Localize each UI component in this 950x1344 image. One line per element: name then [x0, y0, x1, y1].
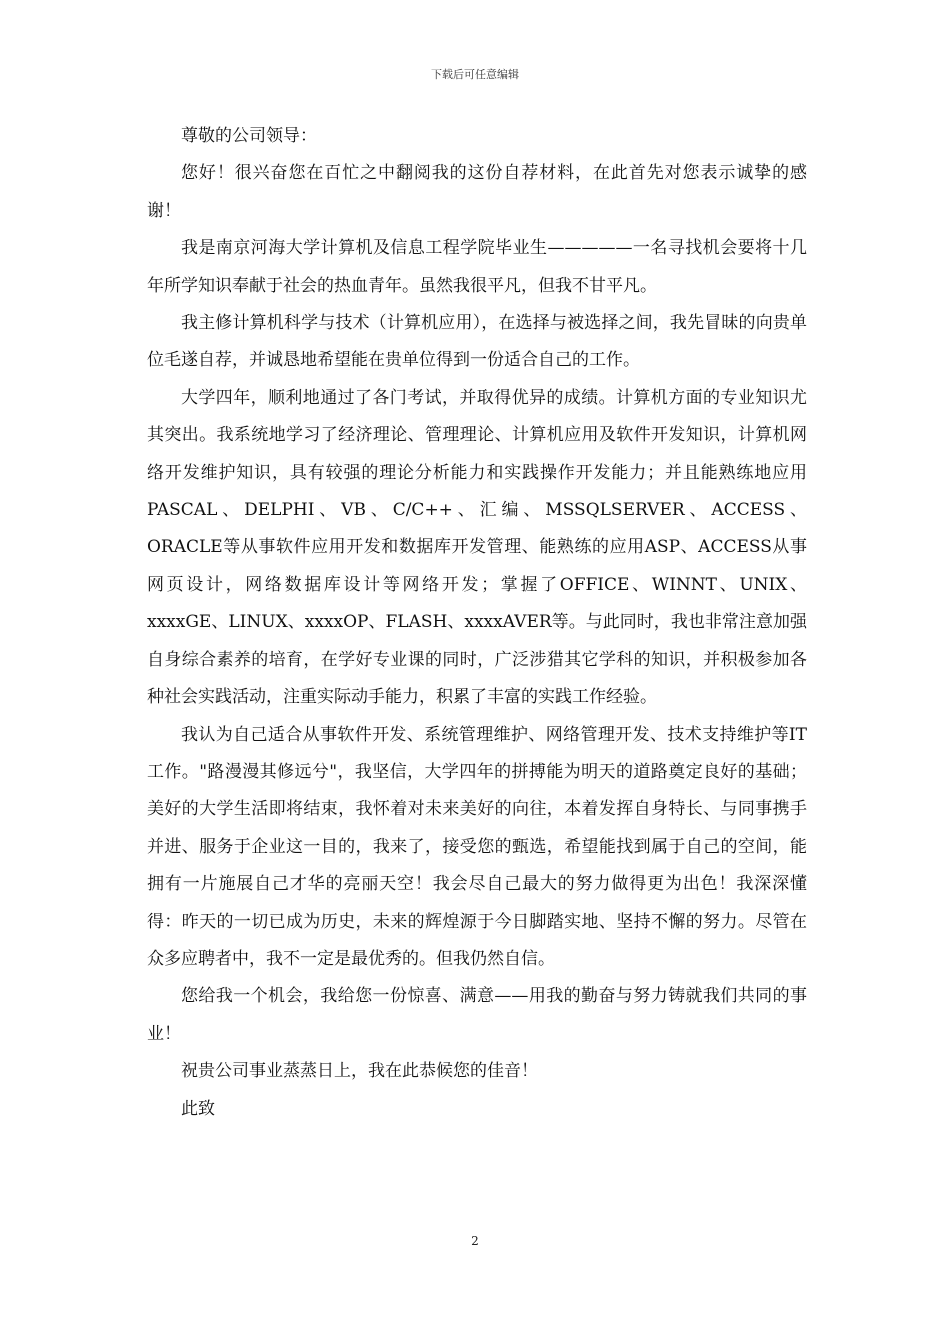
letter-closing: 此致	[181, 1098, 215, 1119]
page-header: 下载后可任意编辑	[431, 68, 519, 81]
letter-paragraph: 大学四年，顺利地通过了各门考试，并取得优异的成绩。计算机方面的专业知识尤其突出。我系统地学习了经济理论、管理理论、计算机应用及软件开发知识，计算机网络开发维护知识，具有较强的理论分析能力和实践操作开发能力；并且能熟练地应用PASCAL、DELPHI、VB、C/C++、汇编、MSSQLSERVER、ACCESS、ORACLE等从事软件应用开发和数据库开发管理、能熟练的应用ASP、ACCESS从事网页设计，网络数据库设计等网络开发；掌握了OFFICE、WINNT、UNIX、xxxxGE、LINUX、xxxxOP、FLASH、xxxxAVER等。与此同时，我也非常注意加强自身综合素养的培育，在学好专业课的同时，广泛涉猎其它学科的知识，并积极参加各种社会实践活动，注重实际动手能力，积累了丰富的实践工作经验。	[147, 387, 807, 708]
letter-paragraph: 我是南京河海大学计算机及信息工程学院毕业生—————一名寻找机会要将十几年所学知识奉献于社会的热血青年。虽然我很平凡，但我不甘平凡。	[147, 238, 807, 296]
letter-body	[147, 118, 807, 1128]
letter-paragraph: 我主修计算机科学与技术（计算机应用），在选择与被选择之间，我先冒昧的向贵单位毛遂自荐，并诚恳地希望能在贵单位得到一份适合自己的工作。	[147, 313, 807, 371]
letter-paragraph: 您给我一个机会，我给您一份惊喜、满意——用我的勤奋与努力铸就我们共同的事业！	[147, 986, 807, 1044]
page-number: 2	[471, 1234, 479, 1248]
letter-paragraph: 您好！很兴奋您在百忙之中翻阅我的这份自荐材料，在此首先对您表示诚挚的感谢！	[147, 163, 807, 221]
letter-paragraph: 祝贵公司事业蒸蒸日上，我在此恭候您的佳音！	[181, 1061, 538, 1082]
letter-paragraph: 我认为自己适合从事软件开发、系统管理维护、网络管理开发、技术支持维护等IT工作。"路漫漫其修远兮"，我坚信，大学四年的拼搏能为明天的道路奠定良好的基础；美好的大学生活即将结束，我怀着对未来美好的向往，本着发挥自身特长、与同事携手并进、服务于企业这一目的，我来了，接受您的甄选，希望能找到属于自己的空间，能拥有一片施展自己才华的亮丽天空！我会尽自己最大的努力做得更为出色！我深深懂得：昨天的一切已成为历史，未来的辉煌源于今日脚踏实地、坚持不懈的努力。尽管在众多应聘者中，我不一定是最优秀的。但我仍然自信。	[147, 724, 807, 969]
letter-salutation: 尊敬的公司领导：	[181, 126, 317, 146]
